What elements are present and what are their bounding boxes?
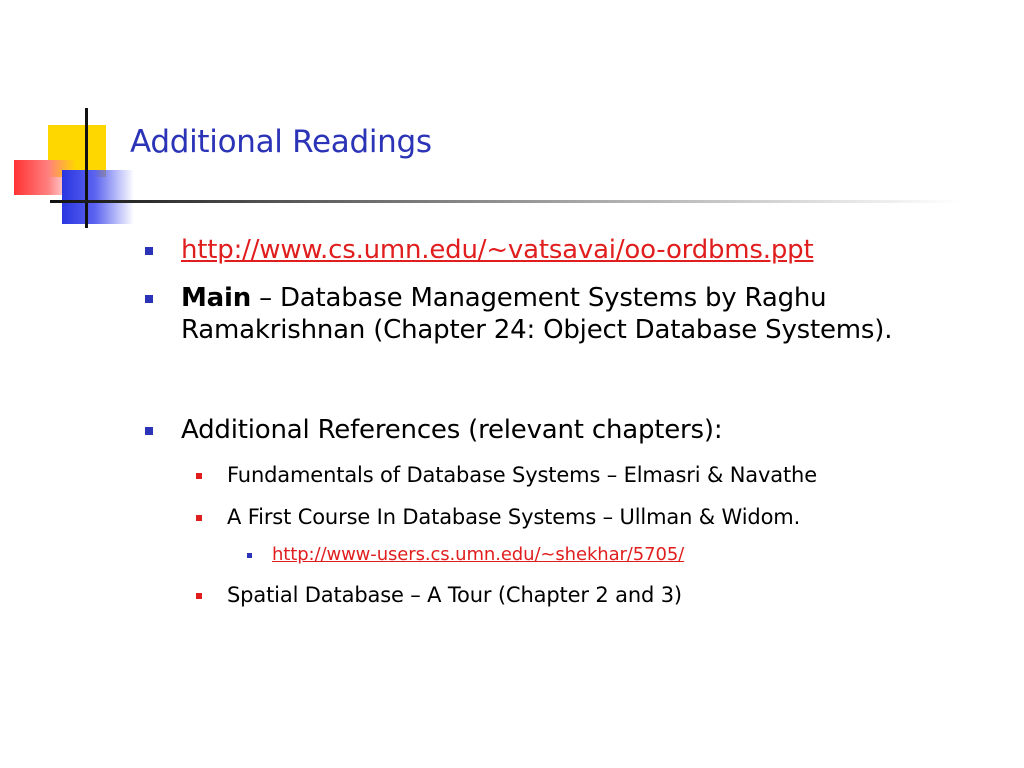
square-bullet-icon xyxy=(145,295,153,303)
bullet-item-main-textbook xyxy=(181,283,971,346)
additional-references-text: Additional References (relevant chapters): xyxy=(181,415,723,445)
square-bullet-icon xyxy=(196,515,202,521)
square-bullet-icon xyxy=(145,247,153,255)
sub-sub-bullet-shekhar-link xyxy=(272,544,992,566)
sub-bullet-spatial-database xyxy=(227,583,987,609)
elmasri-navathe-text: Fundamentals of Database Systems – Elmasri & Navathe xyxy=(227,463,817,487)
shekhar-5705-link[interactable]: http://www-users.cs.umn.edu/~shekhar/5705/ xyxy=(272,544,685,565)
ullman-widom-text: A First Course In Database Systems – Ullman & Widom. xyxy=(227,505,801,529)
bullet-item-additional-references xyxy=(181,415,971,447)
square-bullet-icon xyxy=(196,473,202,479)
slide-title: Additional Readings xyxy=(130,124,432,160)
main-label: Main xyxy=(181,283,252,313)
oo-ordbms-ppt-link[interactable]: http://www.cs.umn.edu/~vatsavai/oo-ordbms.ppt xyxy=(181,235,814,265)
spatial-database-text: Spatial Database – A Tour (Chapter 2 and 3) xyxy=(227,583,682,607)
sub-bullet-ullman-widom xyxy=(227,505,987,531)
square-bullet-icon xyxy=(247,553,252,558)
square-bullet-icon xyxy=(196,593,202,599)
sub-bullet-elmasri-navathe xyxy=(227,463,987,489)
main-textbook-text: – Database Management Systems by Raghu Ramakrishnan (Chapter 24: Object Database Systems). xyxy=(181,283,893,345)
bullet-item-oo-ordbms-link xyxy=(181,235,971,267)
square-bullet-icon xyxy=(145,427,153,435)
